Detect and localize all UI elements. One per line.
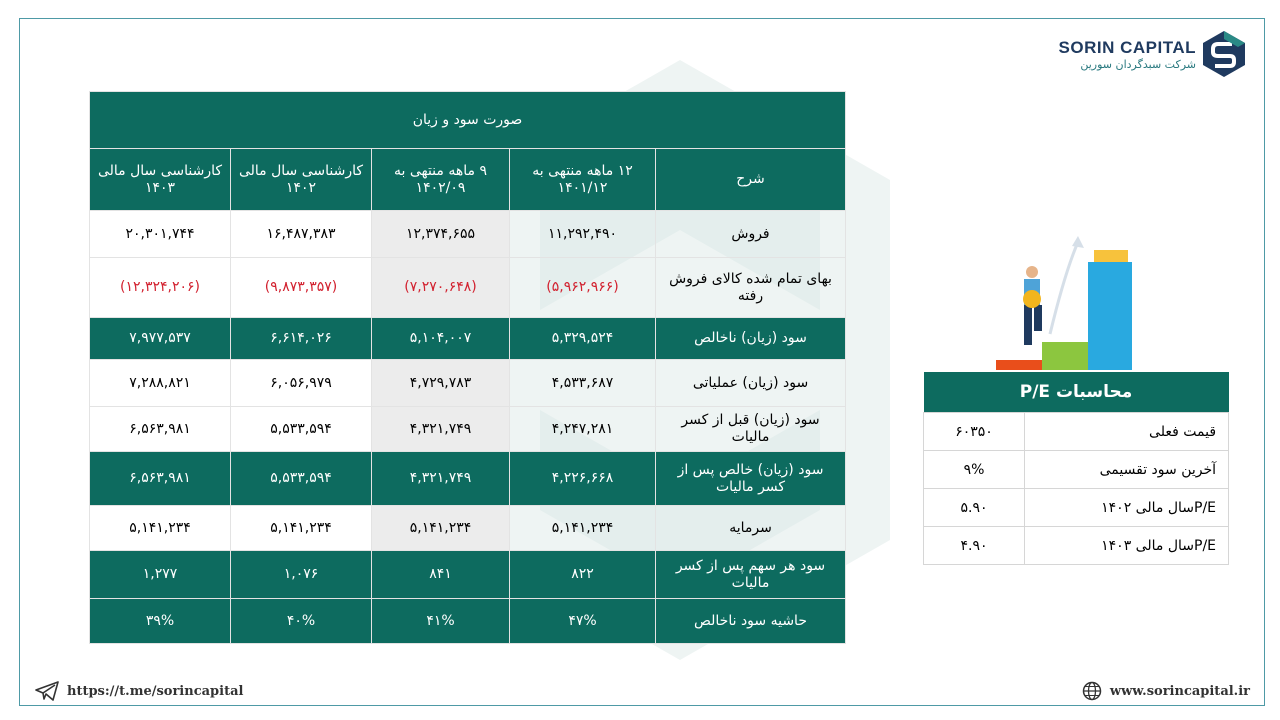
brand-title: SORIN CAPITAL bbox=[1058, 37, 1196, 57]
header-9m-1402: ۹ ماهه منتهی به ۱۴۰۲/۰۹ bbox=[372, 149, 510, 211]
cell-value: ۴۱% bbox=[372, 599, 510, 644]
row-label: سود (زیان) قبل از کسر مالیات bbox=[656, 407, 846, 452]
cell-value: ۵,۱۰۴,۰۰۷ bbox=[372, 318, 510, 360]
row-label: سود (زیان) خالص پس از کسر مالیات bbox=[656, 452, 846, 506]
cell-value: ۷,۹۷۷,۵۳۷ bbox=[90, 318, 231, 360]
cell-value: ۵,۱۴۱,۲۳۴ bbox=[231, 506, 372, 551]
table-header-row bbox=[90, 149, 846, 211]
pe-value: ۹% bbox=[924, 451, 1025, 489]
cell-value: ۴۰% bbox=[231, 599, 372, 644]
cell-value: ۴۷% bbox=[510, 599, 656, 644]
header-forecast-1402: کارشناسی سال مالی ۱۴۰۲ bbox=[231, 149, 372, 211]
cell-value: ۵,۱۴۱,۲۳۴ bbox=[372, 506, 510, 551]
pe-row bbox=[924, 451, 1229, 489]
cell-value: (۷,۲۷۰,۶۴۸) bbox=[372, 258, 510, 318]
table-title: صورت سود و زیان bbox=[90, 92, 846, 149]
row-gross-profit bbox=[90, 318, 846, 360]
cell-value: ۸۲۲ bbox=[510, 551, 656, 599]
cell-value: ۴,۲۲۶,۶۶۸ bbox=[510, 452, 656, 506]
pe-label: آخرین سود تقسیمی bbox=[1025, 451, 1229, 489]
pe-row bbox=[924, 527, 1229, 565]
row-gross-margin bbox=[90, 599, 846, 644]
row-cogs bbox=[90, 258, 846, 318]
website-url[interactable]: www.sorincapital.ir bbox=[1109, 683, 1250, 699]
pe-table-title: محاسبات P/E bbox=[924, 372, 1229, 413]
cell-value: (۵,۹۶۲,۹۶۶) bbox=[510, 258, 656, 318]
row-label: سود (زیان) ناخالص bbox=[656, 318, 846, 360]
telegram-url[interactable]: https://t.me/sorincapital bbox=[67, 683, 244, 699]
cell-value: ۴,۵۳۳,۶۸۷ bbox=[510, 360, 656, 407]
brand-logo bbox=[1059, 30, 1246, 78]
cell-value: ۸۴۱ bbox=[372, 551, 510, 599]
telegram-link[interactable] bbox=[35, 681, 243, 701]
cell-value: ۶,۰۵۶,۹۷۹ bbox=[231, 360, 372, 407]
cell-value: ۳۹% bbox=[90, 599, 231, 644]
row-label: سود (زیان) عملیاتی bbox=[656, 360, 846, 407]
cell-value: ۶,۵۶۳,۹۸۱ bbox=[90, 452, 231, 506]
cell-value: ۴,۷۲۹,۷۸۳ bbox=[372, 360, 510, 407]
row-label: سرمایه bbox=[656, 506, 846, 551]
cell-value: ۵,۳۲۹,۵۲۴ bbox=[510, 318, 656, 360]
income-statement-table bbox=[89, 91, 846, 644]
pe-value: ۵.۹۰ bbox=[924, 489, 1025, 527]
row-label: سود هر سهم پس از کسر مالیات bbox=[656, 551, 846, 599]
header-description: شرح bbox=[656, 149, 846, 211]
cell-value: ۷,۲۸۸,۸۲۱ bbox=[90, 360, 231, 407]
cell-value: ۵,۱۴۱,۲۳۴ bbox=[510, 506, 656, 551]
growth-illustration bbox=[990, 232, 1140, 372]
cell-value: ۱,۰۷۶ bbox=[231, 551, 372, 599]
row-eps bbox=[90, 551, 846, 599]
cell-value: (۱۲,۳۲۴,۲۰۶) bbox=[90, 258, 231, 318]
row-capital bbox=[90, 506, 846, 551]
brand-subtitle: شرکت سبدگردان سورین bbox=[1080, 57, 1196, 71]
row-profit-before-tax bbox=[90, 407, 846, 452]
cell-value: ۱۱,۲۹۲,۴۹۰ bbox=[510, 211, 656, 258]
pe-label: P/Eسال مالی ۱۴۰۲ bbox=[1025, 489, 1229, 527]
cell-value: ۱۶,۴۸۷,۳۸۳ bbox=[231, 211, 372, 258]
row-label: حاشیه سود ناخالص bbox=[656, 599, 846, 644]
row-operating-profit bbox=[90, 360, 846, 407]
cell-value: ۴,۳۲۱,۷۴۹ bbox=[372, 407, 510, 452]
row-label: فروش bbox=[656, 211, 846, 258]
cell-value: ۶,۵۶۳,۹۸۱ bbox=[90, 407, 231, 452]
cell-value: ۴,۲۴۷,۲۸۱ bbox=[510, 407, 656, 452]
pe-label: قیمت فعلی bbox=[1025, 413, 1229, 451]
telegram-icon bbox=[35, 681, 59, 701]
cell-value: ۲۰,۳۰۱,۷۴۴ bbox=[90, 211, 231, 258]
globe-icon bbox=[1082, 681, 1102, 701]
cell-value: ۶,۶۱۴,۰۲۶ bbox=[231, 318, 372, 360]
pe-value: ۴.۹۰ bbox=[924, 527, 1025, 565]
header-12m-1401: ۱۲ ماهه منتهی به ۱۴۰۱/۱۲ bbox=[510, 149, 656, 211]
pe-row bbox=[924, 489, 1229, 527]
cell-value: ۱,۲۷۷ bbox=[90, 551, 231, 599]
pe-row bbox=[924, 413, 1229, 451]
pe-value: ۶۰۳۵۰ bbox=[924, 413, 1025, 451]
header-forecast-1403: کارشناسی سال مالی ۱۴۰۳ bbox=[90, 149, 231, 211]
website-link[interactable] bbox=[1082, 681, 1250, 701]
pe-label: P/Eسال مالی ۱۴۰۳ bbox=[1025, 527, 1229, 565]
cell-value: ۱۲,۳۷۴,۶۵۵ bbox=[372, 211, 510, 258]
row-net-profit bbox=[90, 452, 846, 506]
row-label: بهای تمام شده کالای فروش رفته bbox=[656, 258, 846, 318]
row-sales bbox=[90, 211, 846, 258]
cell-value: ۵,۵۳۳,۵۹۴ bbox=[231, 407, 372, 452]
pe-calculation-table bbox=[923, 372, 1229, 565]
sorin-logo-icon bbox=[1202, 30, 1246, 78]
cell-value: (۹,۸۷۳,۳۵۷) bbox=[231, 258, 372, 318]
cell-value: ۵,۵۳۳,۵۹۴ bbox=[231, 452, 372, 506]
cell-value: ۴,۳۲۱,۷۴۹ bbox=[372, 452, 510, 506]
cell-value: ۵,۱۴۱,۲۳۴ bbox=[90, 506, 231, 551]
